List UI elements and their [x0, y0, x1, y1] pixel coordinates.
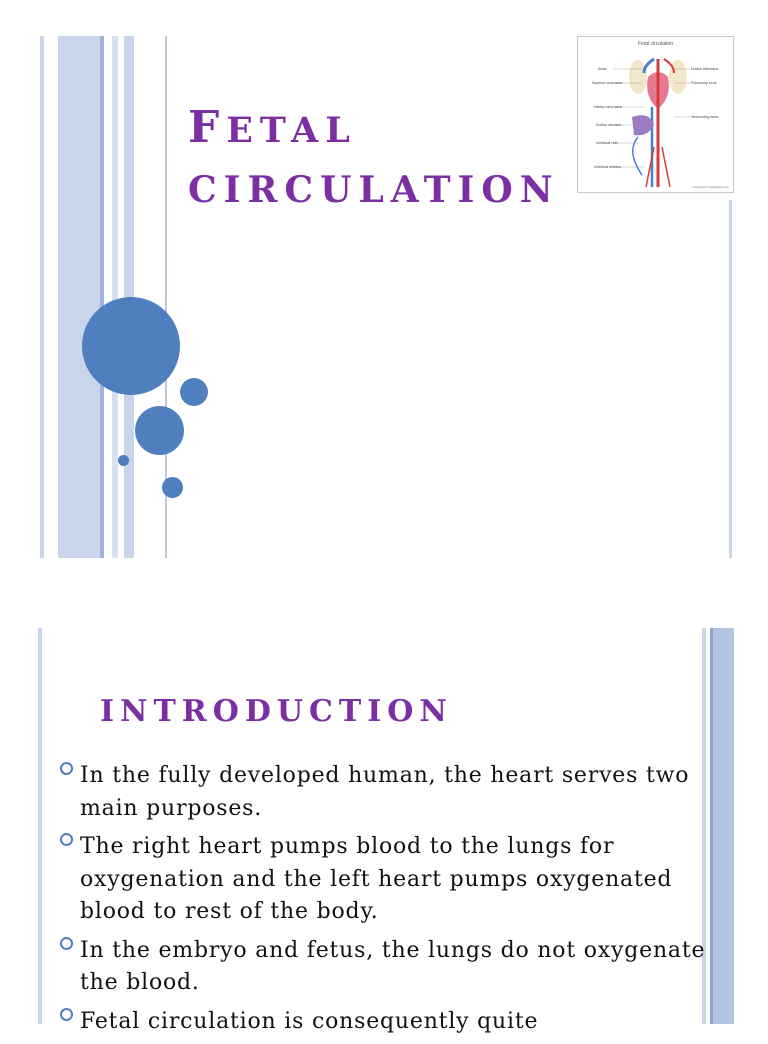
bullet-circle-icon — [60, 1008, 73, 1021]
circle-medium — [135, 406, 184, 455]
stripe-right-edge — [710, 628, 713, 1024]
introduction-heading: INTRODUCTION — [100, 694, 453, 729]
bullet-circle-icon — [60, 762, 73, 775]
stripe-wide — [58, 36, 100, 558]
title-second-line: CIRCULATION — [188, 169, 560, 211]
title-first-rest: ETAL — [226, 110, 357, 151]
diagram-label: Umbilical arteries — [594, 165, 621, 169]
stripe-right-wide — [710, 628, 734, 1024]
diagram-label: Superior vena cava — [592, 81, 623, 85]
bullet-text: In the embryo and fetus, the lungs do not oxygenate the blood. — [80, 937, 706, 995]
diagram-label: Umbilical vein — [596, 141, 618, 145]
stripe-right-rule — [729, 200, 732, 558]
circle-small-bottom — [162, 477, 183, 498]
bullet-text: In the fully developed human, the heart serves two main purposes. — [80, 763, 690, 821]
diagram-label: Pulmonary trunk — [691, 81, 717, 85]
bullet-item — [60, 1006, 710, 1039]
bullet-circle-icon — [60, 937, 73, 950]
stripe-left-rule — [38, 628, 42, 1024]
bullet-list — [60, 760, 710, 1044]
diagram-label: Inferior vena cava — [594, 105, 622, 109]
stripe-mid — [100, 36, 104, 558]
diagram-copyright: Copyright © Healthline.com — [692, 185, 729, 189]
diagram-label: Descending aorta — [691, 115, 719, 119]
circle-large — [82, 297, 180, 395]
bullet-text: The right heart pumps blood to the lungs for oxygenation and the left heart pumps oxygenated blood to rest of the body. — [80, 834, 673, 924]
circle-tiny — [118, 455, 129, 466]
stripe-thin-left — [40, 36, 44, 558]
diagram-label: Ductus arteriosus — [691, 67, 719, 71]
bullet-circle-icon — [60, 833, 73, 846]
diagram-label: Aorta — [598, 67, 607, 71]
diagram-label: Ductus venosus — [596, 123, 621, 127]
bullet-item — [60, 831, 710, 929]
bullet-item — [60, 935, 710, 1000]
bullet-item — [60, 760, 710, 825]
slide-title — [188, 102, 560, 211]
diagram-caption: Fetal circulation — [637, 41, 673, 47]
fetal-circulation-diagram — [577, 36, 734, 193]
title-first-cap: F — [188, 102, 227, 153]
stripe-narrow-a — [112, 36, 118, 558]
circle-small-right — [180, 378, 208, 406]
bullet-text: Fetal circulation is consequently quite — [80, 1008, 539, 1034]
